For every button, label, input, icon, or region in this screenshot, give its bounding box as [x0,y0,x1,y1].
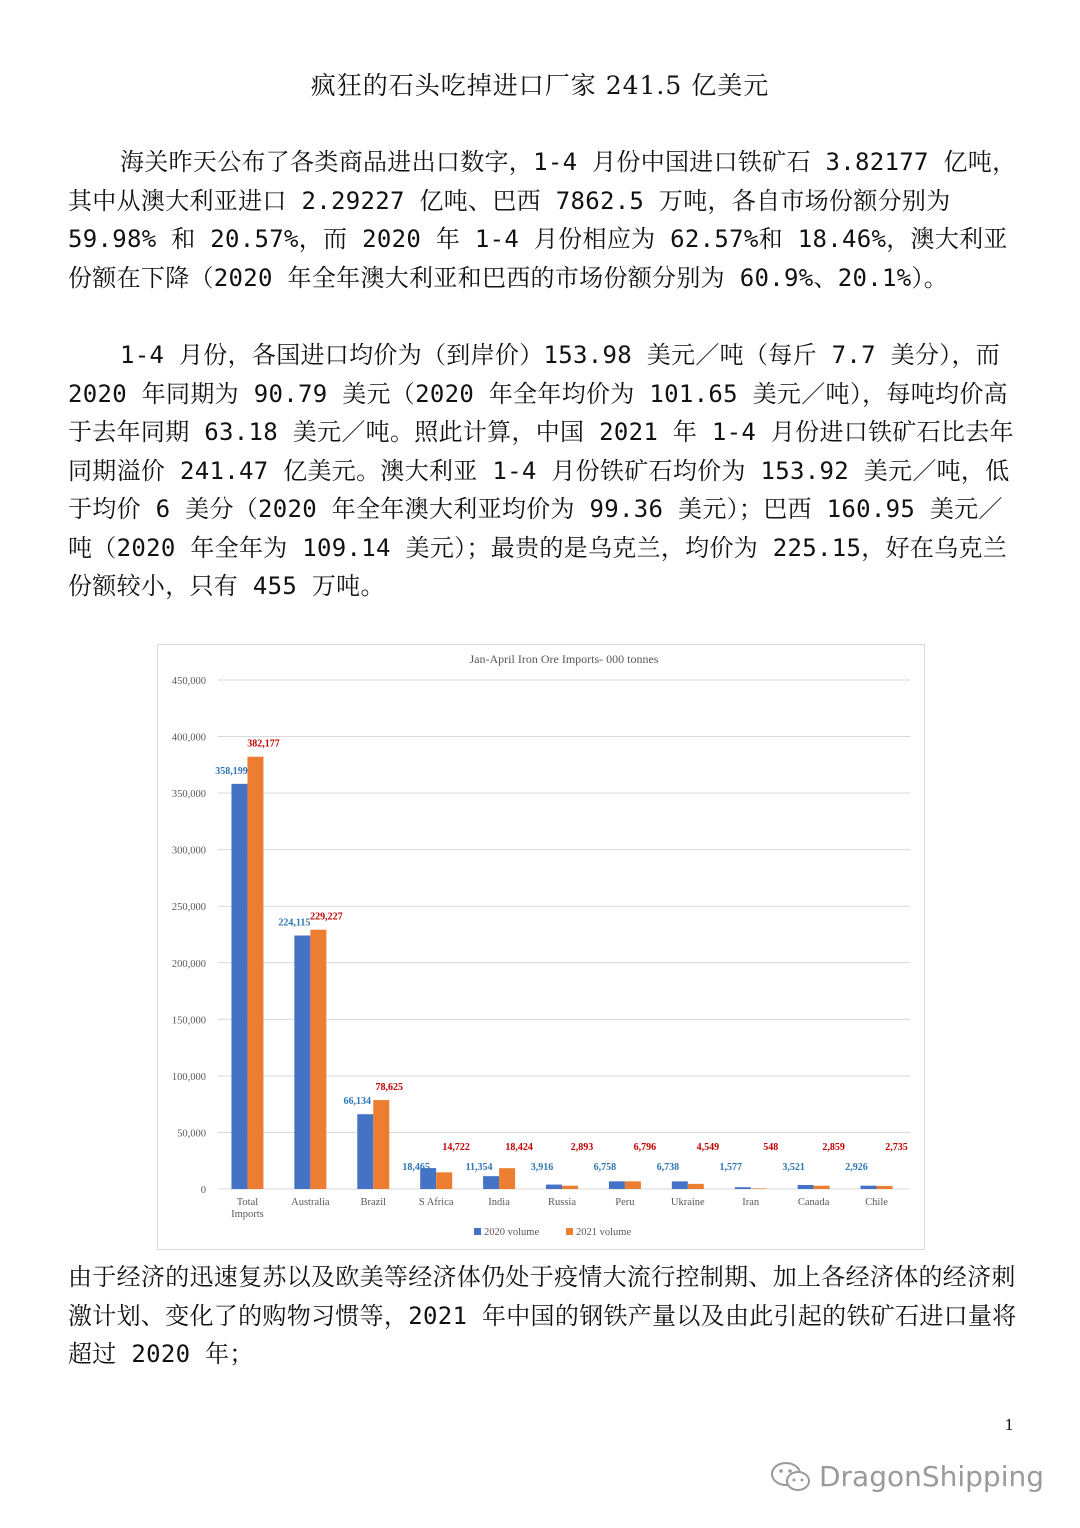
data-label-2020: 3,916 [530,1161,554,1173]
bar-2021 [562,1186,578,1189]
x-tick-label: Chile [865,1197,888,1208]
x-tick-label: Australia [291,1197,330,1208]
bar-2020 [294,936,310,1189]
y-tick-label: 0 [200,1185,206,1196]
y-tick-label: 300,000 [171,845,206,857]
x-tick-label: Iran [742,1197,760,1208]
x-tick-label: Ukraine [670,1197,705,1208]
x-tick-label: India [488,1197,510,1208]
y-tick-label: 50,000 [177,1128,206,1140]
bar-2021 [877,1186,893,1189]
legend-label: 2020 volume [484,1227,540,1238]
chart-title: Jan-April Iron Ore Imports- 000 tonnes [469,652,659,666]
watermark [769,1460,1044,1493]
paragraph-market-share: 海关昨天公布了各类商品进出口数字，1-4 月份中国进口铁矿石 3.82177 亿吨，其中从澳大利亚进口 2.29227 亿吨、巴西 7862.5 万吨，各自市场份额分别为 59.98% 和 20.57%，而 2020 年 1-4 月份相应为 62.57%和 18.46%，澳大利亚份额在下降（2020 年全年澳大利亚和巴西的市场份额分别为 60.9%、20.1%）。 [68,148,1017,292]
watermark-text: DragonShipping [818,1460,1044,1493]
bar-2021 [373,1100,389,1189]
page-number: 1 [1004,1416,1014,1434]
bar-2021 [688,1184,704,1189]
x-tick-label: Peru [615,1197,635,1208]
data-label-2020: 6,758 [593,1161,617,1173]
data-label-2021: 2,859 [822,1142,845,1154]
legend-label: 2021 volume [576,1227,632,1238]
bar-2020 [231,784,247,1189]
wechat-icon [769,1461,813,1493]
y-tick-label: 100,000 [171,1071,206,1083]
bar-2021 [310,930,326,1189]
data-label-2021: 18,424 [505,1142,533,1154]
iron-ore-imports-chart [157,644,925,1250]
x-tick-label: Imports [231,1209,264,1220]
data-label-2020: 66,134 [343,1096,372,1108]
bar-2021 [625,1181,641,1189]
bar-2020 [672,1181,688,1189]
x-tick-label: S Africa [418,1197,454,1208]
bar-2020 [735,1187,751,1189]
bar-2021 [814,1186,830,1189]
data-label-2021: 548 [763,1142,779,1154]
data-label-2020: 358,199 [215,765,248,777]
bar-2020 [546,1185,562,1189]
chart-svg [158,645,924,1249]
x-tick-label: Total [236,1197,259,1208]
data-label-2020: 18,465 [402,1161,430,1173]
y-tick-label: 250,000 [171,902,206,914]
bar-2020 [609,1181,625,1189]
legend-swatch [474,1228,481,1235]
y-tick-label: 450,000 [171,676,206,687]
data-label-2020: 2,926 [845,1161,868,1173]
bar-2021 [436,1172,452,1189]
data-label-2021: 78,625 [375,1082,404,1094]
data-label-2021: 6,796 [633,1142,657,1154]
x-tick-label: Russia [547,1197,577,1208]
data-label-2021: 4,549 [696,1142,720,1154]
bar-2020 [483,1176,499,1189]
bar-2020 [861,1186,877,1189]
data-label-2020: 3,521 [782,1161,805,1173]
article-title: 疯狂的石头吃掉进口厂家 241.5 亿美元 [310,71,770,100]
data-label-2020: 6,738 [656,1161,680,1173]
x-tick-label: Canada [797,1197,830,1208]
bar-2021 [751,1188,767,1189]
paragraph-average-price: 1-4 月份，各国进口均价为（到岸价）153.98 美元／吨（每斤 7.7 美分），而 2020 年同期为 90.79 美元（2020 年全年均价为 101.65 美元／吨），每吨均价高于去年同期 63.18 美元／吨。照此计算，中国 2021 年 1-4 月份进口铁矿石比去年同期溢价 241.47 亿美元。澳大利亚 1-4 月份铁矿石均价为 153.92 美元／吨，低于均价 6 美分（2020 年全年澳大利亚均价为 99.36 美元）；巴西 160.95 美元／吨（2020 年全年为 109.14 美元）；最贵的是乌克兰，均价为 225.15，好在乌克兰份额较小，只有 455 万吨。 [68,341,1014,600]
data-label-2020: 11,354 [465,1161,493,1173]
bar-2020 [357,1114,373,1189]
y-tick-label: 150,000 [171,1015,206,1027]
y-tick-label: 350,000 [171,789,206,801]
bar-2020 [798,1185,814,1189]
data-label-2021: 382,177 [247,738,280,750]
data-label-2020: 224,115 [278,917,311,929]
bar-2021 [247,757,263,1189]
y-tick-label: 400,000 [171,732,206,744]
legend-swatch [566,1228,573,1235]
data-label-2021: 229,227 [310,911,343,923]
x-tick-label: Brazil [360,1197,387,1208]
data-label-2021: 14,722 [442,1142,470,1154]
bar-2021 [499,1168,515,1189]
paragraph-outlook: 由于经济的迅速复苏以及欧美等经济体仍处于疫情大流行控制期、加上各经济体的经济刺激计划、变化了的购物习惯等，2021 年中国的钢铁产量以及由此引起的铁矿石进口量将超过 2020 年； [68,1263,1017,1368]
data-label-2020: 1,577 [719,1161,742,1173]
data-label-2021: 2,735 [885,1142,908,1154]
data-label-2021: 2,893 [570,1142,594,1154]
y-tick-label: 200,000 [171,958,206,970]
